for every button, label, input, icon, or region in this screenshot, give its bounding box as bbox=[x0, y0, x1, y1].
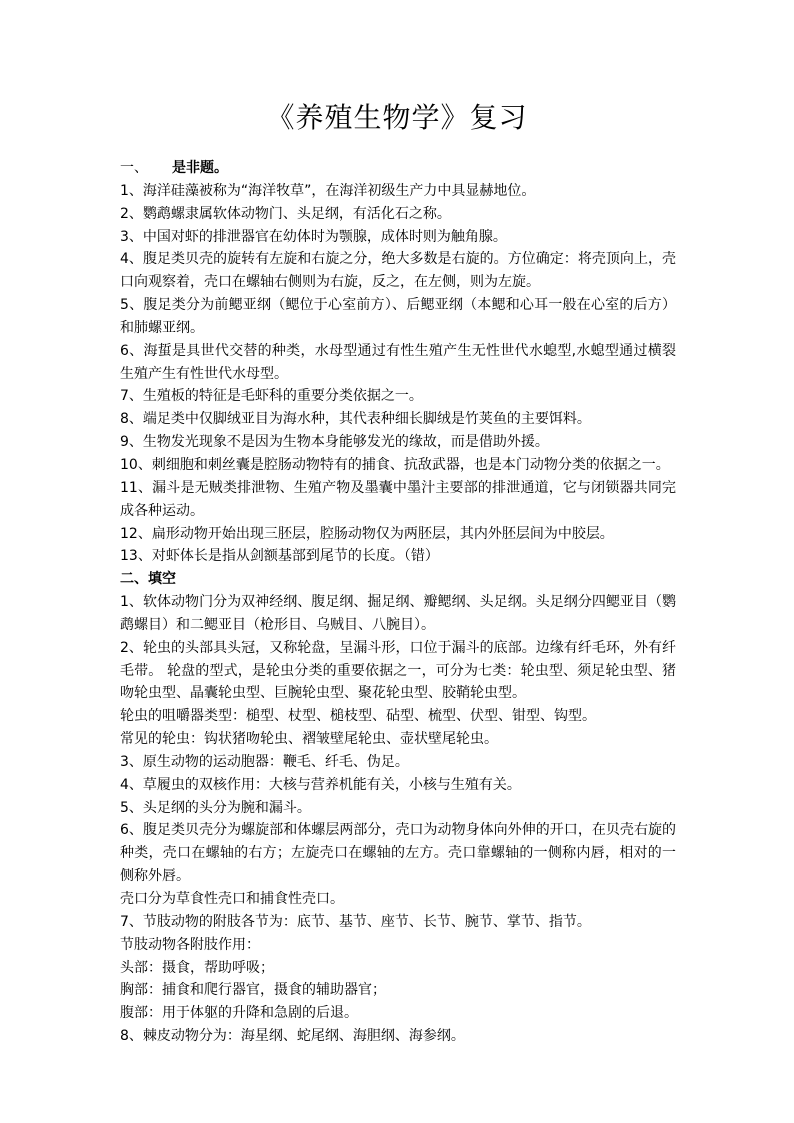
paragraph: 胸部：捕食和爬行器官，摄食的辅助器官； bbox=[120, 982, 386, 999]
paragraph: 8、棘皮动物分为：海星纲、蛇尾纲、海胆纲、海参纲。 bbox=[120, 1028, 465, 1045]
paragraph: 腹部：用于体躯的升降和急剧的后退。 bbox=[120, 1005, 358, 1022]
paragraph: 10、刺细胞和刺丝囊是腔肠动物特有的捕食、抗敌武器，也是本门动物分类的依据之一。 bbox=[120, 456, 670, 473]
section-heading-fill-blank: 二、填空 bbox=[120, 571, 176, 588]
paragraph: 6、腹足类贝壳分为螺旋部和体螺层两部分，壳口为动物身体向外伸的开口，在贝壳右旋的种类，壳口在螺轴的右方；左旋壳口在螺轴的左方。壳口靠螺轴的一侧称内唇，相对的一侧称外唇。 bbox=[120, 822, 676, 885]
document-title: 《养殖生物学》复习 bbox=[266, 101, 528, 134]
paragraph: 7、生殖板的特征是毛虾科的重要分类依据之一。 bbox=[120, 388, 423, 405]
paragraph: 9、生物发光现象不是因为生物本身能够发光的缘故，而是借助外援。 bbox=[120, 434, 549, 451]
paragraph: 轮虫的咀嚼器类型：槌型、杖型、槌枝型、砧型、梳型、伏型、钳型、钩型。 bbox=[120, 708, 596, 725]
document-body bbox=[120, 157, 676, 1048]
paragraph: 壳口分为草食性壳口和捕食性壳口。 bbox=[120, 891, 344, 907]
paragraph: 5、头足纲的头分为腕和漏斗。 bbox=[120, 799, 311, 816]
paragraph: 5、腹足类分为前鳃亚纲（鳃位于心室前方）、后鳃亚纲（本鳃和心耳一般在心室的后方）和肺螺亚纲。 bbox=[120, 297, 676, 336]
paragraph: 6、海蜇是具世代交替的种类，水母型通过有性生殖产生无性世代水螅型,水螅型通过横裂生殖产生有性世代水母型。 bbox=[120, 342, 676, 382]
paragraph: 8、端足类中仅脚绒亚目为海水种，其代表种细长脚绒是竹荚鱼的主要饵料。 bbox=[120, 411, 591, 428]
paragraph: 4、草履虫的双核作用：大核与营养机能有关，小核与生殖有关。 bbox=[120, 776, 521, 793]
paragraph: 1、软体动物门分为双神经纲、腹足纲、掘足纲、瓣鳃纲、头足纲。头足纲分四鳃亚目（鹦鹉螺目）和二鳃亚目（枪形目、乌贼目、八腕目）。 bbox=[120, 594, 676, 633]
paragraph: 12、扁形动物开始出现三胚层，腔肠动物仅为两胚层，其内外胚层间为中胶层。 bbox=[120, 525, 614, 542]
paragraph: 头部：摄食，帮助呼吸； bbox=[120, 959, 274, 976]
section-number: 一、 bbox=[120, 160, 148, 176]
paragraph: 节肢动物各附肢作用： bbox=[120, 936, 260, 953]
paragraph: 3、原生动物的运动胞器：鞭毛、纤毛、伪足。 bbox=[120, 753, 409, 770]
paragraph: 1、海洋硅藻被称为“海洋牧草”，在海洋初级生产力中具显赫地位。 bbox=[120, 182, 536, 199]
paragraph: 2、轮虫的头部具头冠，又称轮盘，呈漏斗形，口位于漏斗的底部。边缘有纤毛环，外有纤毛带。 轮盘的型式，是轮虫分类的重要依据之一，可分为七类：轮虫型、须足轮虫型、猪吻轮虫型、晶囊轮虫型、巨腕轮虫型、聚花轮虫型、胶鞘轮虫型。 bbox=[120, 639, 676, 702]
paragraph: 13、对虾体长是指从剑额基部到尾节的长度。（错） bbox=[120, 548, 439, 565]
paragraph: 7、节肢动物的附肢各节为：底节、基节、座节、长节、腕节、掌节、指节。 bbox=[120, 913, 591, 930]
paragraph: 4、腹足类贝壳的旋转有左旋和右旋之分，绝大多数是右旋的。方位确定：将壳顶向上，壳口向观察着，壳口在螺轴右侧则为右旋，反之，在左侧，则为左旋。 bbox=[120, 251, 676, 291]
section-heading-true-false bbox=[120, 157, 676, 180]
paragraph: 2、鹦鹉螺隶属软体动物门、头足纲，有活化石之称。 bbox=[120, 205, 451, 222]
paragraph: 3、中国对虾的排泄器官在幼体时为颚腺，成体时则为触角腺。 bbox=[120, 228, 507, 245]
section-title: 是非题。 bbox=[172, 160, 228, 176]
paragraph: 11、漏斗是无贼类排泄物、生殖产物及墨囊中墨汁主要部的排泄通道，它与闭锁器共同完成各种运动。 bbox=[120, 479, 676, 519]
paragraph: 常见的轮虫：钩状猪吻轮虫、褶皱壁尾轮虫、壶状壁尾轮虫。 bbox=[120, 731, 498, 748]
